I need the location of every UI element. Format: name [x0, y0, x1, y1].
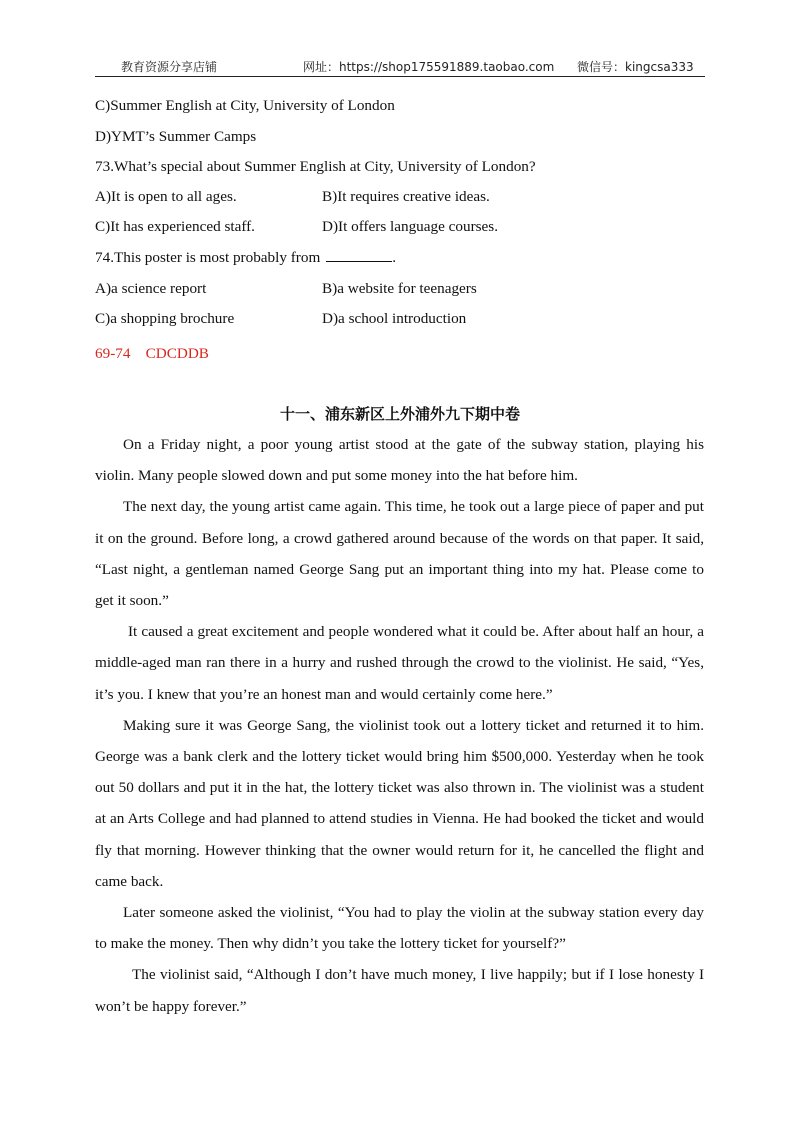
q73-option-d: D)It offers language courses.	[322, 218, 498, 235]
q74-option-d: D)a school introduction	[322, 310, 467, 327]
answer-blank	[326, 249, 392, 262]
q73-option-c: C)It has experienced staff.	[95, 218, 255, 235]
passage-paragraph: The next day, the young artist came again. This time, he took out a large piece of paper and put it on the ground. Before long, a crowd gathered around because of the words on that paper. It said, “Last night, a gentleman named George Sang put an important thing into my hat. Please come to get it soon.”	[95, 498, 704, 610]
q74-option-a: A)a science report	[95, 280, 207, 297]
q74-option-b: B)a website for teenagers	[322, 280, 477, 297]
option-prev-d: D)YMT’s Summer Camps	[95, 128, 257, 145]
q74-text: 74.This poster is most probably from	[95, 249, 321, 266]
passage	[95, 429, 704, 1022]
header-shop-name: 教育资源分享店铺	[121, 60, 218, 74]
passage-paragraph: The violinist said, “Although I don’t have much money, I live happily; but if I lose honesty I won’t be happy forever.”	[95, 966, 704, 1015]
passage-paragraph: Later someone asked the violinist, “You had to play the violin at the subway station every day to make the money. Then why didn’t you take the lottery ticket for yourself?”	[95, 904, 704, 953]
q74-option-c: C)a shopping brochure	[95, 310, 235, 327]
header-url: 网址：https://shop175591889.taobao.com	[303, 60, 555, 74]
q74-end: .	[392, 249, 397, 266]
question-74	[95, 248, 396, 268]
passage-paragraph: On a Friday night, a poor young artist stood at the gate of the subway station, playing his violin. Many people slowed down and put some money into the hat before him.	[95, 436, 704, 485]
question-73: 73.What’s special about Summer English at City, University of London?	[95, 158, 536, 175]
option-prev-c: C)Summer English at City, University of London	[95, 97, 395, 114]
header-wechat: 微信号：kingcsa333	[577, 60, 694, 74]
q73-option-a: A)It is open to all ages.	[95, 188, 237, 205]
page-header	[95, 56, 705, 77]
passage-paragraph: Making sure it was George Sang, the violinist took out a lottery ticket and returned it to him. George was a bank clerk and the lottery ticket would bring him $500,000. Yesterday when he took out 50 dollars and put it in the hat, the lottery ticket was also thrown in. The violinist was a student at an Arts College and had planned to attend studies in Vienna. He had booked the ticket and would fly that morning. However thinking that the owner would return for it, he cancelled the flight and came back.	[95, 716, 704, 890]
section-title: 十一、浦东新区上外浦外九下期中卷	[279, 405, 520, 423]
q73-option-b: B)It requires creative ideas.	[322, 188, 490, 205]
passage-paragraph: It caused a great excitement and people wondered what it could be. After about half an hour, a middle-aged man ran there in a hurry and rushed through the crowd to the violinist. He said, “Yes, it’s you. I knew that you’re an honest man and would certainly come here.”	[95, 623, 704, 703]
answer-key: 69-74 CDCDDB	[95, 345, 209, 362]
